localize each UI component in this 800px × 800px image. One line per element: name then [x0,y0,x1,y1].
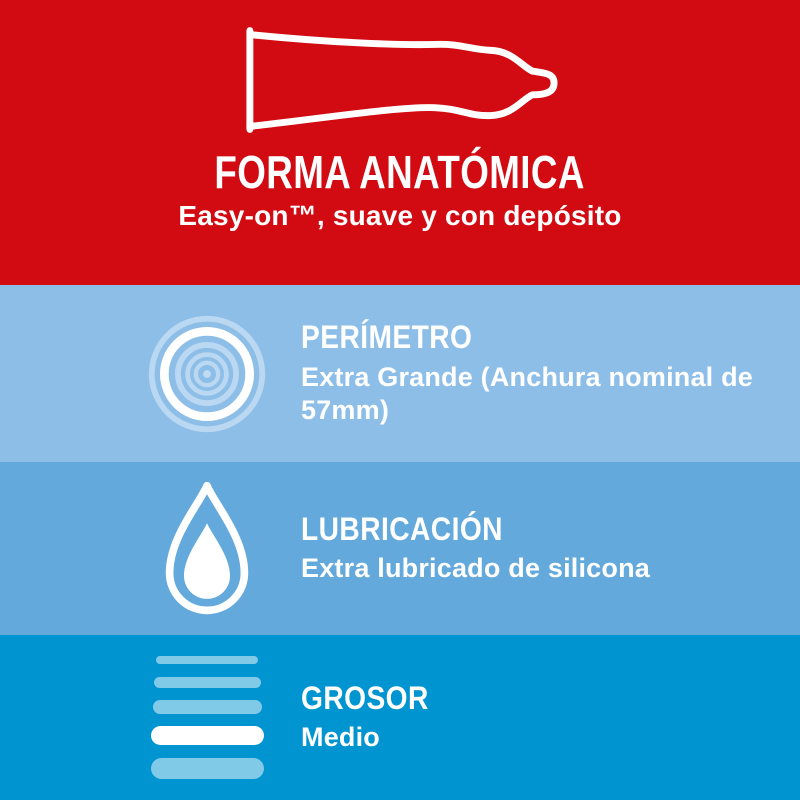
feature-section-perimetro [0,285,800,462]
feature-section-grosor [0,635,800,800]
feature-title-perimetro: PERÍMETRO [301,319,473,356]
condom-body-outline [250,35,554,127]
water-drop-icon [154,479,260,619]
thickness-bar [156,656,258,664]
thickness-bar [153,700,262,714]
feature-title-grosor: GROSOR [301,679,429,716]
header-subtitle: Easy-on™, suave y con depósito [178,199,622,231]
feature-text-block [301,512,761,585]
feature-icon-box [143,656,271,779]
thickness-bar-selected [151,726,264,745]
header-title: FORMA ANATÓMICA [214,146,586,198]
concentric-circles-icon [144,311,270,437]
feature-section-lubricacion [0,462,800,635]
thickness-bars-icon [151,656,264,779]
thickness-bar [151,758,264,779]
feature-desc-grosor: Medio [301,722,380,753]
header-section [0,0,800,285]
feature-text-block [301,320,761,426]
feature-icon-box [143,311,271,437]
condom-profile-icon [240,26,560,134]
feature-text-block [301,681,761,754]
feature-icon-box [143,479,271,619]
feature-title-lubricacion: LUBRICACIÓN [301,510,503,547]
thickness-bar [154,677,261,688]
feature-desc-lubricacion: Extra lubricado de silicona [301,553,651,584]
feature-desc-perimetro: Extra Grande (Anchura nominal de 57mm) [301,361,753,425]
